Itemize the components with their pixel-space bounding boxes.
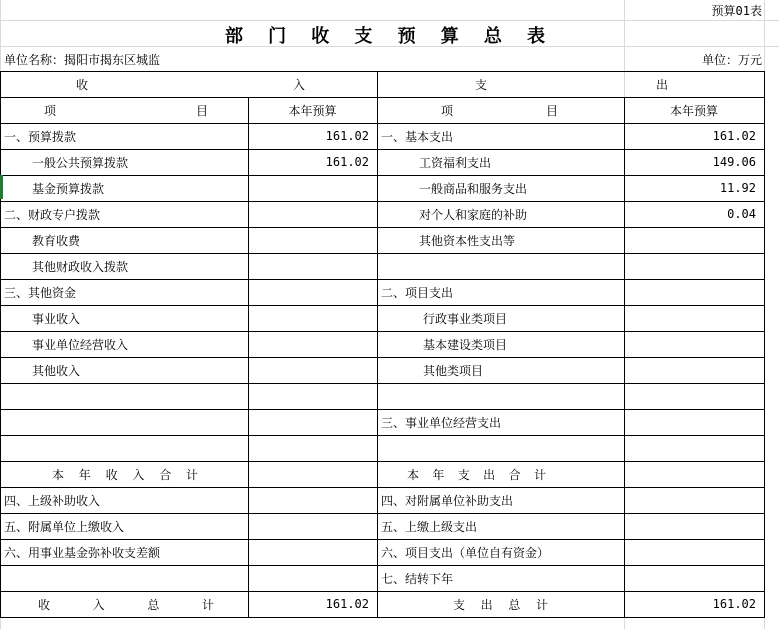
income-budget[interactable]: [248, 331, 377, 357]
expense-section-header[interactable]: [377, 71, 764, 97]
income-subtotal[interactable]: [0, 461, 248, 487]
income-item[interactable]: [0, 123, 248, 149]
col-border: [248, 97, 249, 618]
expense-total-value[interactable]: [624, 591, 764, 617]
expense-total-char-3: 计: [535, 597, 548, 612]
income-item-text: 三、其他资金: [4, 285, 77, 300]
title-char-1: 门: [268, 26, 287, 47]
expense-item[interactable]: [377, 123, 624, 149]
income-budget[interactable]: [248, 175, 377, 201]
row-border: [0, 227, 765, 228]
row-border: [0, 539, 765, 540]
income-subtotal-char-4: 合: [159, 467, 172, 482]
income-budget[interactable]: [248, 305, 377, 331]
row-border: [0, 383, 765, 384]
row-border: [0, 279, 765, 280]
income-subtotal-char-1: 年: [78, 467, 91, 482]
expense-item[interactable]: [377, 305, 624, 331]
expense-item[interactable]: [377, 435, 624, 461]
title-char-5: 算: [440, 26, 459, 47]
expense-subtotal-char-5: 计: [533, 467, 546, 482]
expense-budget[interactable]: [624, 383, 764, 409]
income-item[interactable]: [0, 409, 248, 435]
form-number-text: 预算01表: [711, 3, 762, 18]
income-item[interactable]: [0, 357, 248, 383]
expense-subtotal-char-2: 支: [457, 467, 470, 482]
income-budget-value: 161.02: [325, 155, 369, 169]
title-char-7: 表: [526, 26, 545, 47]
expense-item-text: 基本建设类项目: [423, 337, 508, 352]
expense-extra-item[interactable]: [377, 487, 624, 513]
expense-extra-text: 六、项目支出（单位自有资金）: [381, 545, 550, 560]
row-border: [0, 617, 765, 618]
item-right-char-1: 目: [545, 103, 558, 118]
income-budget[interactable]: [248, 149, 377, 175]
row-border: [0, 435, 765, 436]
income-item-text: 其他收入: [32, 363, 81, 378]
income-budget[interactable]: [248, 201, 377, 227]
expense-extra-item[interactable]: [377, 513, 624, 539]
item-right-char-0: 项: [441, 103, 454, 118]
row-border: [0, 331, 765, 332]
expense-budget-value: 0.04: [727, 207, 756, 221]
expense-subtotal-char-1: 年: [432, 467, 445, 482]
expense-budget[interactable]: [624, 201, 764, 227]
expense-extra-text: 七、结转下年: [381, 571, 454, 586]
income-total-number: 161.02: [325, 597, 369, 611]
income-item[interactable]: [0, 279, 248, 305]
expense-total-number: 161.02: [712, 597, 756, 611]
expense-item[interactable]: [377, 383, 624, 409]
expense-item[interactable]: [377, 227, 624, 253]
income-item-text: 其他财政收入拨款: [32, 259, 129, 274]
income-subtotal-char-2: 收: [105, 467, 118, 482]
expense-budget[interactable]: [624, 409, 764, 435]
expense-total[interactable]: [377, 591, 624, 617]
expense-extra-value[interactable]: [624, 565, 764, 591]
expense-subtotal[interactable]: [377, 461, 624, 487]
income-extra-item[interactable]: [0, 513, 248, 539]
expense-subtotal-char-0: 本: [407, 467, 420, 482]
income-total-value[interactable]: [248, 591, 377, 617]
expense-extra-value[interactable]: [624, 487, 764, 513]
expense-total-char-0: 支: [453, 597, 466, 612]
income-budget[interactable]: [248, 227, 377, 253]
col-border: [377, 71, 378, 618]
expense-extra-value[interactable]: [624, 513, 764, 539]
income-budget[interactable]: [248, 409, 377, 435]
income-item[interactable]: [0, 149, 248, 175]
expense-budget[interactable]: [624, 253, 764, 279]
income-subtotal-value[interactable]: [248, 461, 377, 487]
income-item-text: 二、财政专户拨款: [4, 207, 101, 222]
row-border: [0, 461, 765, 462]
income-item-text: 事业单位经营收入: [32, 337, 129, 352]
income-total-char-3: 计: [201, 597, 214, 612]
budget-header-right[interactable]: [624, 97, 764, 123]
expense-section-char-0: 支: [475, 77, 488, 92]
income-extra-value[interactable]: [248, 565, 377, 591]
income-item-text: 一般公共预算拨款: [32, 155, 129, 170]
row-border: [0, 149, 765, 150]
expense-budget[interactable]: [624, 175, 764, 201]
budget-left-text: 本年预算: [288, 103, 337, 118]
income-extra-item[interactable]: [0, 539, 248, 565]
expense-extra-item[interactable]: [377, 539, 624, 565]
unit-name-text: 单位名称：揭阳市揭东区城监: [4, 52, 161, 67]
budget-right-text: 本年预算: [669, 103, 718, 118]
budget-header-left[interactable]: [248, 97, 377, 123]
item-left-char-0: 项: [44, 103, 57, 118]
col-border: [624, 97, 625, 618]
expense-item[interactable]: [377, 149, 624, 175]
unit-label-text: 单位：万元: [701, 52, 762, 67]
expense-budget[interactable]: [624, 357, 764, 383]
income-extra-text: 五、附属单位上缴收入: [4, 519, 125, 534]
expense-subtotal-value[interactable]: [624, 461, 764, 487]
expense-subtotal-char-4: 合: [508, 467, 521, 482]
expense-budget[interactable]: [624, 123, 764, 149]
row-border: [0, 71, 765, 72]
row-border: [0, 201, 765, 202]
income-total-char-0: 收: [38, 597, 51, 612]
col-border: [764, 71, 765, 618]
income-item[interactable]: [0, 227, 248, 253]
income-item[interactable]: [0, 201, 248, 227]
expense-item[interactable]: [377, 201, 624, 227]
row-border: [0, 513, 765, 514]
expense-item[interactable]: [377, 357, 624, 383]
income-subtotal-char-5: 计: [185, 467, 198, 482]
expense-item-text: 三、事业单位经营支出: [381, 415, 502, 430]
row-border: [0, 565, 765, 566]
income-item-text: 一、预算拨款: [4, 129, 77, 144]
income-budget-value: 161.02: [325, 129, 369, 143]
expense-extra-value[interactable]: [624, 539, 764, 565]
form-number[interactable]: [624, 0, 764, 20]
income-extra-text: 六、用事业基金弥补收支差额: [4, 545, 161, 560]
row-border: [0, 97, 765, 98]
row-border: [0, 591, 765, 592]
expense-item[interactable]: [377, 409, 624, 435]
income-total[interactable]: [0, 591, 248, 617]
row-border: [0, 175, 765, 176]
expense-budget[interactable]: [624, 331, 764, 357]
title-char-2: 收: [311, 26, 330, 47]
expense-item-text: 其他资本性支出等: [419, 233, 516, 248]
row-border: [0, 487, 765, 488]
expense-item-text: 工资福利支出: [419, 155, 492, 170]
income-extra-item[interactable]: [0, 565, 248, 591]
expense-item-text: 一般商品和服务支出: [419, 181, 528, 196]
page-title[interactable]: [225, 22, 545, 48]
expense-budget[interactable]: [624, 435, 764, 461]
row-border: [0, 305, 765, 306]
expense-item[interactable]: [377, 279, 624, 305]
col-border: [0, 71, 1, 618]
expense-section-char-1: 出: [655, 77, 668, 92]
expense-budget[interactable]: [624, 279, 764, 305]
expense-budget-value: 11.92: [719, 181, 756, 195]
income-item-text: 教育收费: [32, 233, 81, 248]
title-char-4: 预: [397, 26, 416, 47]
title-char-3: 支: [354, 26, 373, 47]
income-budget[interactable]: [248, 123, 377, 149]
income-item[interactable]: [0, 253, 248, 279]
grid-line: [0, 20, 779, 21]
income-item[interactable]: [0, 383, 248, 409]
income-extra-value[interactable]: [248, 487, 377, 513]
income-subtotal-char-0: 本: [52, 467, 65, 482]
income-item[interactable]: [0, 305, 248, 331]
expense-item[interactable]: [377, 253, 624, 279]
income-subtotal-char-3: 入: [132, 467, 145, 482]
income-section-header[interactable]: [0, 71, 377, 97]
expense-budget[interactable]: [624, 149, 764, 175]
income-item[interactable]: [0, 175, 248, 201]
income-extra-text: 四、上级补助收入: [4, 493, 101, 508]
income-budget[interactable]: [248, 357, 377, 383]
income-budget[interactable]: [248, 435, 377, 461]
income-item-text: 事业收入: [32, 311, 81, 326]
income-extra-value[interactable]: [248, 513, 377, 539]
income-budget[interactable]: [248, 383, 377, 409]
unit-name[interactable]: [0, 48, 300, 70]
row-border: [0, 409, 765, 410]
title-char-6: 总: [483, 26, 502, 47]
expense-item-text: 一、基本支出: [381, 129, 454, 144]
income-total-char-1: 入: [92, 597, 105, 612]
row-border: [0, 357, 765, 358]
expense-budget[interactable]: [624, 227, 764, 253]
expense-subtotal-char-3: 出: [483, 467, 496, 482]
income-item[interactable]: [0, 331, 248, 357]
income-extra-item[interactable]: [0, 487, 248, 513]
expense-budget-value: 161.02: [712, 129, 756, 143]
row-border: [0, 123, 765, 124]
expense-item-text: 其他类项目: [423, 363, 484, 378]
expense-item[interactable]: [377, 331, 624, 357]
expense-budget[interactable]: [624, 305, 764, 331]
expense-extra-text: 四、对附属单位补助支出: [381, 493, 514, 508]
income-section-char-1: 入: [292, 77, 305, 92]
expense-item[interactable]: [377, 175, 624, 201]
income-budget[interactable]: [248, 279, 377, 305]
expense-extra-text: 五、上缴上级支出: [381, 519, 478, 534]
income-item[interactable]: [0, 435, 248, 461]
expense-item-text: 二、项目支出: [381, 285, 454, 300]
income-total-char-2: 总: [147, 597, 160, 612]
income-section-char-0: 收: [76, 77, 89, 92]
item-left-char-1: 目: [195, 103, 208, 118]
row-border: [0, 253, 765, 254]
expense-total-char-1: 出: [480, 597, 493, 612]
income-item-text: 基金预算拨款: [32, 181, 105, 196]
active-cell-marker: [0, 175, 3, 199]
item-header-right[interactable]: [377, 97, 624, 123]
unit-label[interactable]: [624, 48, 764, 70]
expense-budget-value: 149.06: [712, 155, 756, 169]
expense-item-text: 行政事业类项目: [423, 311, 508, 326]
expense-total-char-2: 总: [508, 597, 521, 612]
title-char-0: 部: [225, 26, 243, 47]
income-budget[interactable]: [248, 253, 377, 279]
income-extra-value[interactable]: [248, 539, 377, 565]
expense-item-text: 对个人和家庭的补助: [419, 207, 528, 222]
expense-extra-item[interactable]: [377, 565, 624, 591]
item-header-left[interactable]: [0, 97, 248, 123]
